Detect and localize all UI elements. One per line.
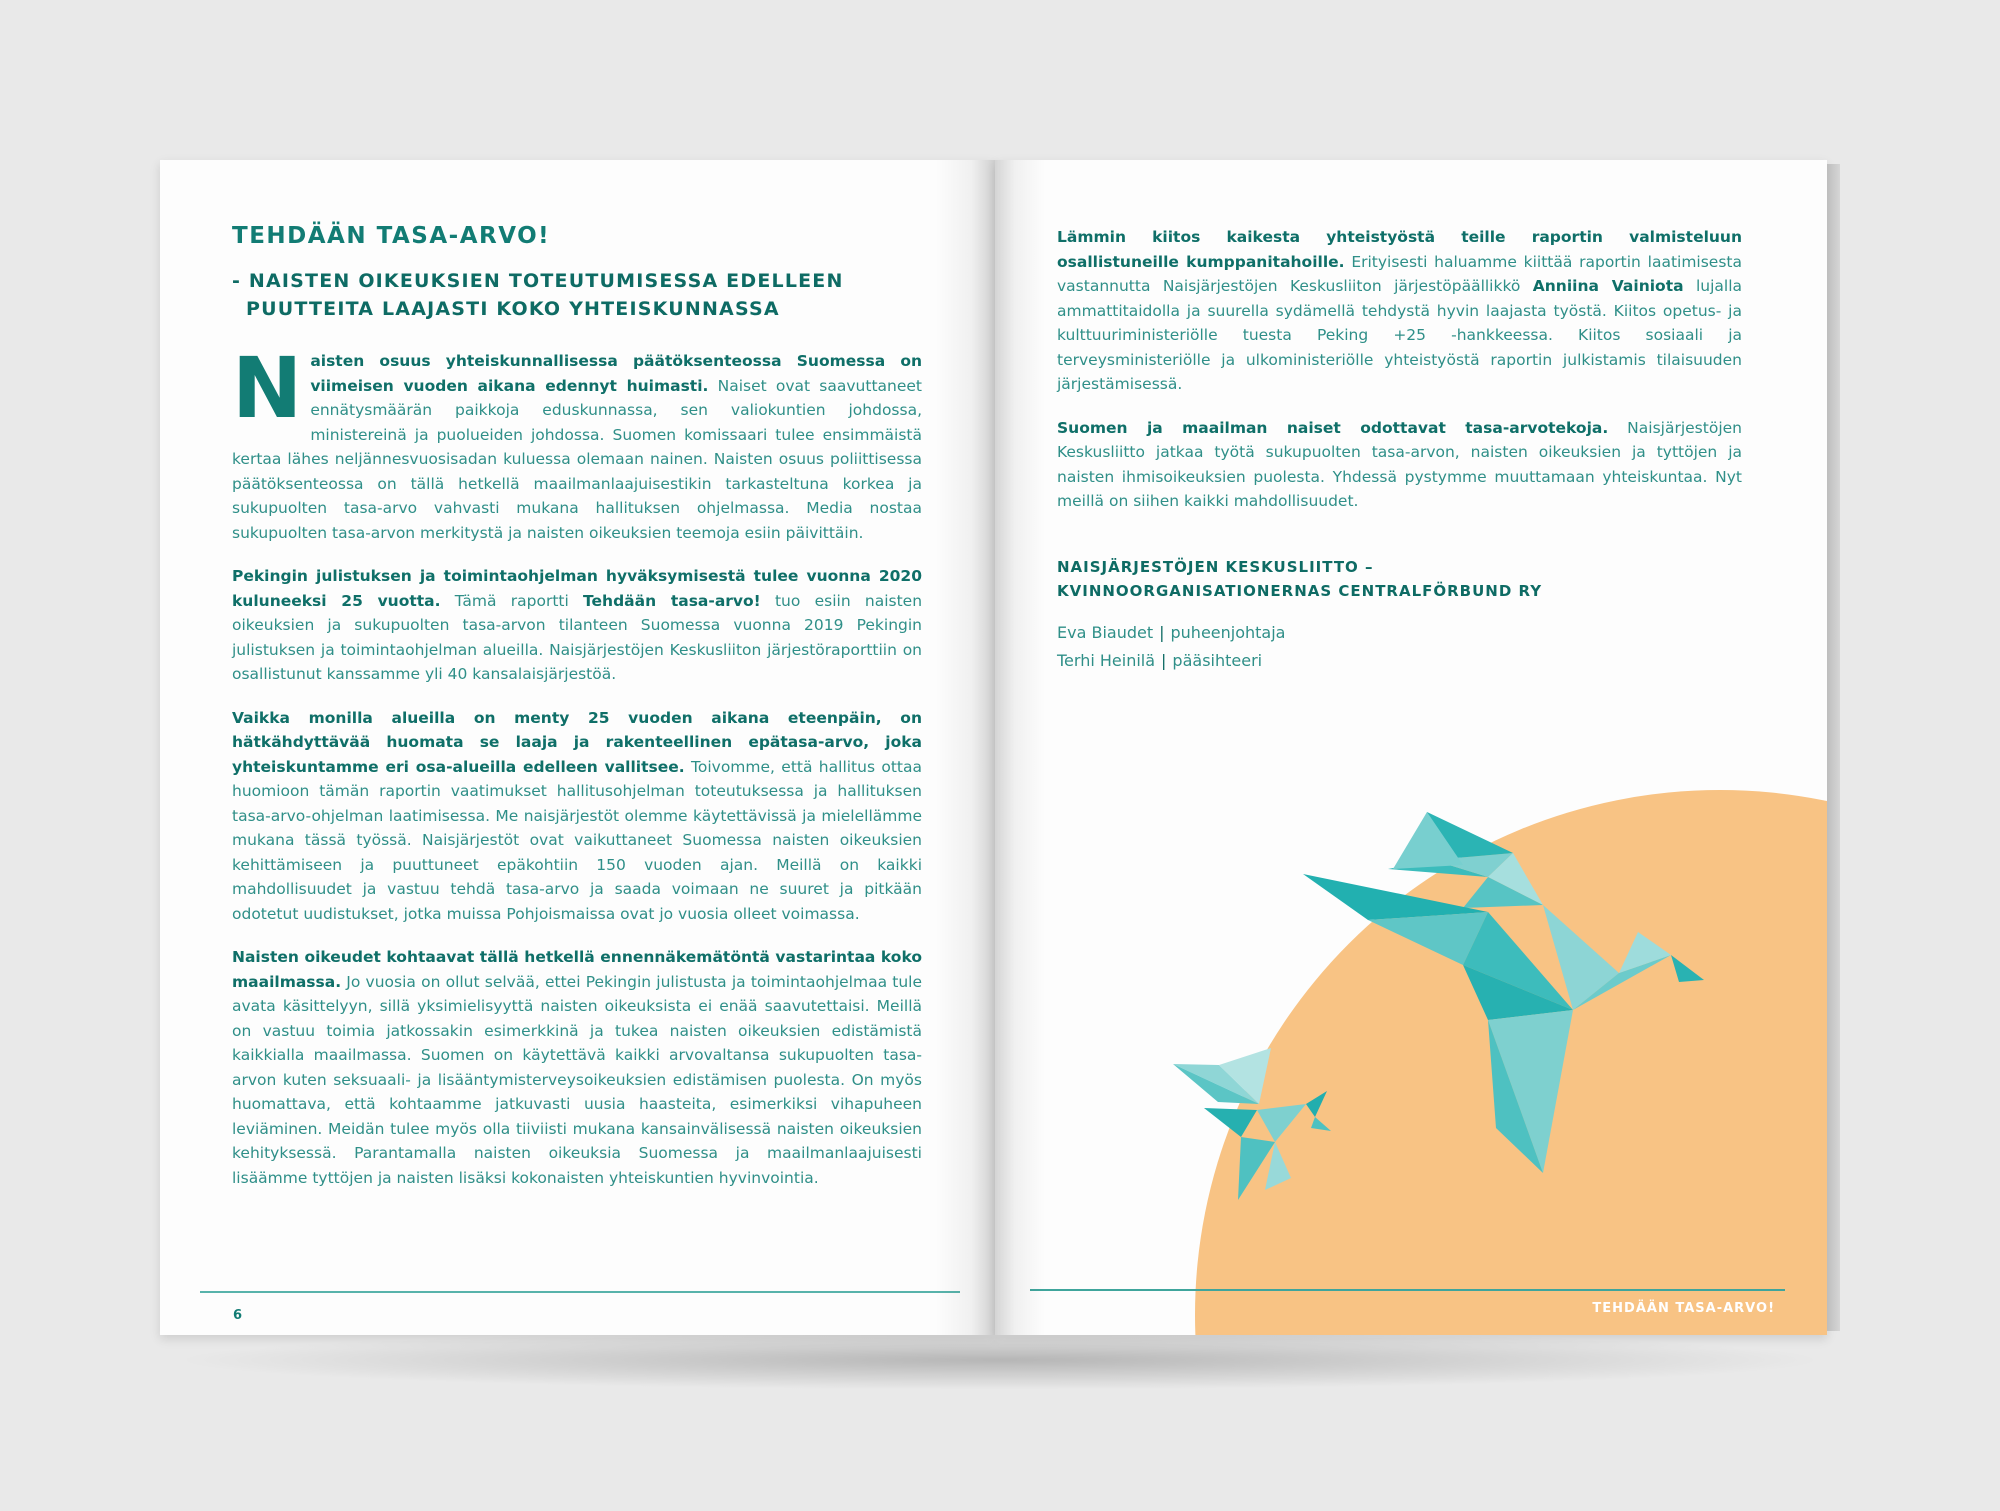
separator: | bbox=[1161, 651, 1167, 670]
left-footer-rule bbox=[200, 1291, 960, 1293]
paragraph-3 bbox=[232, 706, 922, 927]
paragraph-1-text: Naiset ovat saavuttaneet ennätysmäärän paikkoja eduskunnassa, sen valiokuntien johdossa, ministereinä ja puolueiden johdossa. Suomen komissaari tulee ensimmäistä kertaa lähes neljännesvuosisadan kuluessa olemaan nainen. Naisten osuus poliittisessa päätöksenteossa on tällä hetkellä maailmanlaajuisestikin tarkasteltuna korkea ja sukupuolten tasa-arvo vahvasti mukana hallituksen ohjelmassa. Media nostaa sukupuolten tasa-arvon merkitystä ja naisten oikeuksien teemoja esiin päivittäin. bbox=[232, 376, 923, 542]
origami-bird-small-illustration bbox=[1173, 1048, 1331, 1200]
right-page bbox=[995, 160, 1827, 1335]
paragraph-3-lead: Vaikka monilla alueilla on menty 25 vuoden aikana eteenpäin, on hätkähdyttävää huomata se laaja ja rakenteellinen epätasa-arvo, joka yhteiskuntamme eri osa-alueilla edelleen vallitsee. bbox=[232, 708, 922, 776]
subtitle-line-1: - NAISTEN OIKEUKSIEN TOTEUTUMISESSA EDELLEEN bbox=[232, 270, 844, 292]
thanks-text-a: Erityisesti haluamme kiittää raportin laatimisesta vastannutta Naisjärjestöjen Keskusliiton järjestöpäällikkö bbox=[1057, 252, 1742, 295]
right-footer-rule bbox=[1030, 1289, 1785, 1291]
right-gutter-shade bbox=[995, 160, 1045, 1335]
paragraph-4 bbox=[232, 945, 922, 1190]
organization-line-1: NAISJÄRJESTÖJEN KESKUSLIITTO – bbox=[1057, 558, 1374, 576]
left-gutter-shade bbox=[935, 160, 995, 1335]
paragraph-4-lead: Naisten oikeudet kohtaavat tällä hetkellä ennennäkemätöntä vastarintaa koko maailmassa. bbox=[232, 948, 922, 991]
paragraph-2 bbox=[232, 564, 922, 687]
origami-bird-large-illustration bbox=[1250, 800, 1704, 1173]
page-edge-stack bbox=[1827, 164, 1840, 1331]
origami-birds-illustration bbox=[995, 160, 1827, 1335]
paragraph-2-text-b: tuo esiin naisten oikeuksien ja sukupuolten tasa-arvon tilanteen Suomessa vuonna 2019 Pekingin julistuksen ja toimintaohjelman alueilla. Naisjärjestöjen Keskusliiton järjestöraporttiin on osallistunut kanssamme yli 40 kansalaisjärjestöä. bbox=[232, 591, 923, 683]
left-body-text bbox=[232, 339, 923, 1209]
subtitle-line-2: PUUTTEITA LAAJASTI KOKO YHTEISKUNNASSA bbox=[246, 298, 780, 320]
signatory-1-role: puheenjohtaja bbox=[1170, 623, 1286, 642]
paragraph-2-text-a: Tämä raportti bbox=[440, 591, 584, 610]
thanks-lead: Lämmin kiitos kaikesta yhteistyöstä teille raportin valmisteluun osallistuneille kumppanitahoille. bbox=[1057, 228, 1742, 271]
footer-title: TEHDÄÄN TASA-ARVO! bbox=[1592, 1301, 1775, 1316]
separator: | bbox=[1159, 623, 1165, 642]
paragraph-1-lead: aisten osuus yhteiskunnallisessa päätöksenteossa Suomessa on viimeisen vuoden aikana edennyt huimasti. bbox=[310, 352, 922, 395]
page-title: TEHDÄÄN TASA-ARVO! bbox=[232, 223, 551, 249]
spread-shadow bbox=[170, 1330, 1830, 1390]
closing-lead: Suomen ja maailman naiset odottavat tasa-arvotekoja. bbox=[1057, 418, 1609, 437]
signatory-1-name: Eva Biaudet bbox=[1057, 623, 1154, 642]
paragraph-1 bbox=[232, 339, 923, 545]
left-page bbox=[160, 160, 995, 1335]
drop-cap: N bbox=[232, 339, 303, 437]
signatory-2-name: Terhi Heinilä bbox=[1057, 651, 1156, 670]
paragraph-2-report-name: Tehdään tasa-arvo! bbox=[583, 591, 761, 610]
thanks-person: Anniina Vainiota bbox=[1532, 277, 1684, 295]
organization-line-2: KVINNOORGANISATIONERNAS CENTRALFÖRBUND RY bbox=[1057, 582, 1543, 600]
brochure-spread bbox=[160, 160, 1840, 1335]
paragraph-2-lead: Pekingin julistuksen ja toimintaohjelman hyväksymisestä tulee vuonna 2020 kuluneeksi 25 vuotta. bbox=[232, 567, 922, 610]
paragraph-4-text: Jo vuosia on ollut selvää, ettei Pekingin julistusta ja toimintaohjelmaa tule avata käsittelyyn, sillä yksimielisyyttä naisten oikeuksista ei enää saavutettaisi. Meillä on vastuu toimia jatkossakin esimerkkinä ja tukea naisten oikeuksien edistämistä kaikkialla maailmassa. Suomen on käytettävä kaikki arvovaltansa sukupuolten tasa-arvon kuten seksuaali- ja lisääntymisterveysoikeuksien edistämisen puolesta. On myös huomattava, että kohtaamme jatkuvasti uusia haasteita, esimerkiksi vihapuheen leviäminen. Meidän tulee myös olla tiiviisti mukana kansainvälisessä naisten oikeuksien kehityksessä. Parantamalla naisten oikeuksia Suomessa ja maailmanlaajuisesti lisäämme tyttöjen ja naisten lisäksi kokonaisten yhteiskuntien hyvinvointia. bbox=[232, 972, 922, 1187]
thanks-text-b: lujalla ammattitaidolla ja suurella sydämellä tehdystä hyvin laajasta työstä. Kiitos opetus- ja kulttuuriministeriölle tuesta Peking +25 -hankkeessa. Kiitos sosiaali ja terveysministeriölle ja ulkoministeriölle yhteistyöstä raportin julkistamis tilaisuuden järjestämisessä. bbox=[1057, 277, 1742, 393]
page-subtitle bbox=[232, 267, 872, 323]
signatory-2-role: pääsihteeri bbox=[1172, 651, 1263, 670]
closing-text: Naisjärjestöjen Keskusliitto jatkaa työtä sukupuolten tasa-arvon, naisten oikeuksien ja tyttöjen ja naisten ihmisoikeuksien puolesta. Yhdessä pystymme muuttamaan yhteiskuntaa. Nyt meillä on siihen kaikki mahdollisuudet. bbox=[1057, 418, 1742, 510]
paragraph-3-text: Toivomme, että hallitus ottaa huomioon tämän raportin vaatimukset hallitusohjelman toteutuksessa ja hallituksen tasa-arvo-ohjelman laatimisessa. Me naisjärjestöt olemme käytettävissä ja mielellämme mukana tässä työssä. Naisjärjestöt ovat vaikuttaneet Suomessa naisten oikeuksien kehittämiseen ja puuttuneet epäkohtiin 150 vuoden ajan. Meillä on kaikki mahdollisuudet ja vastuu tehdä tasa-arvo ja saada voimaan ne suuret ja pitkään odotetut uudistukset, jotka muissa Pohjoismaissa ovat jo vuosia olleet voimassa. bbox=[232, 757, 922, 923]
page-number: 6 bbox=[233, 1308, 243, 1323]
